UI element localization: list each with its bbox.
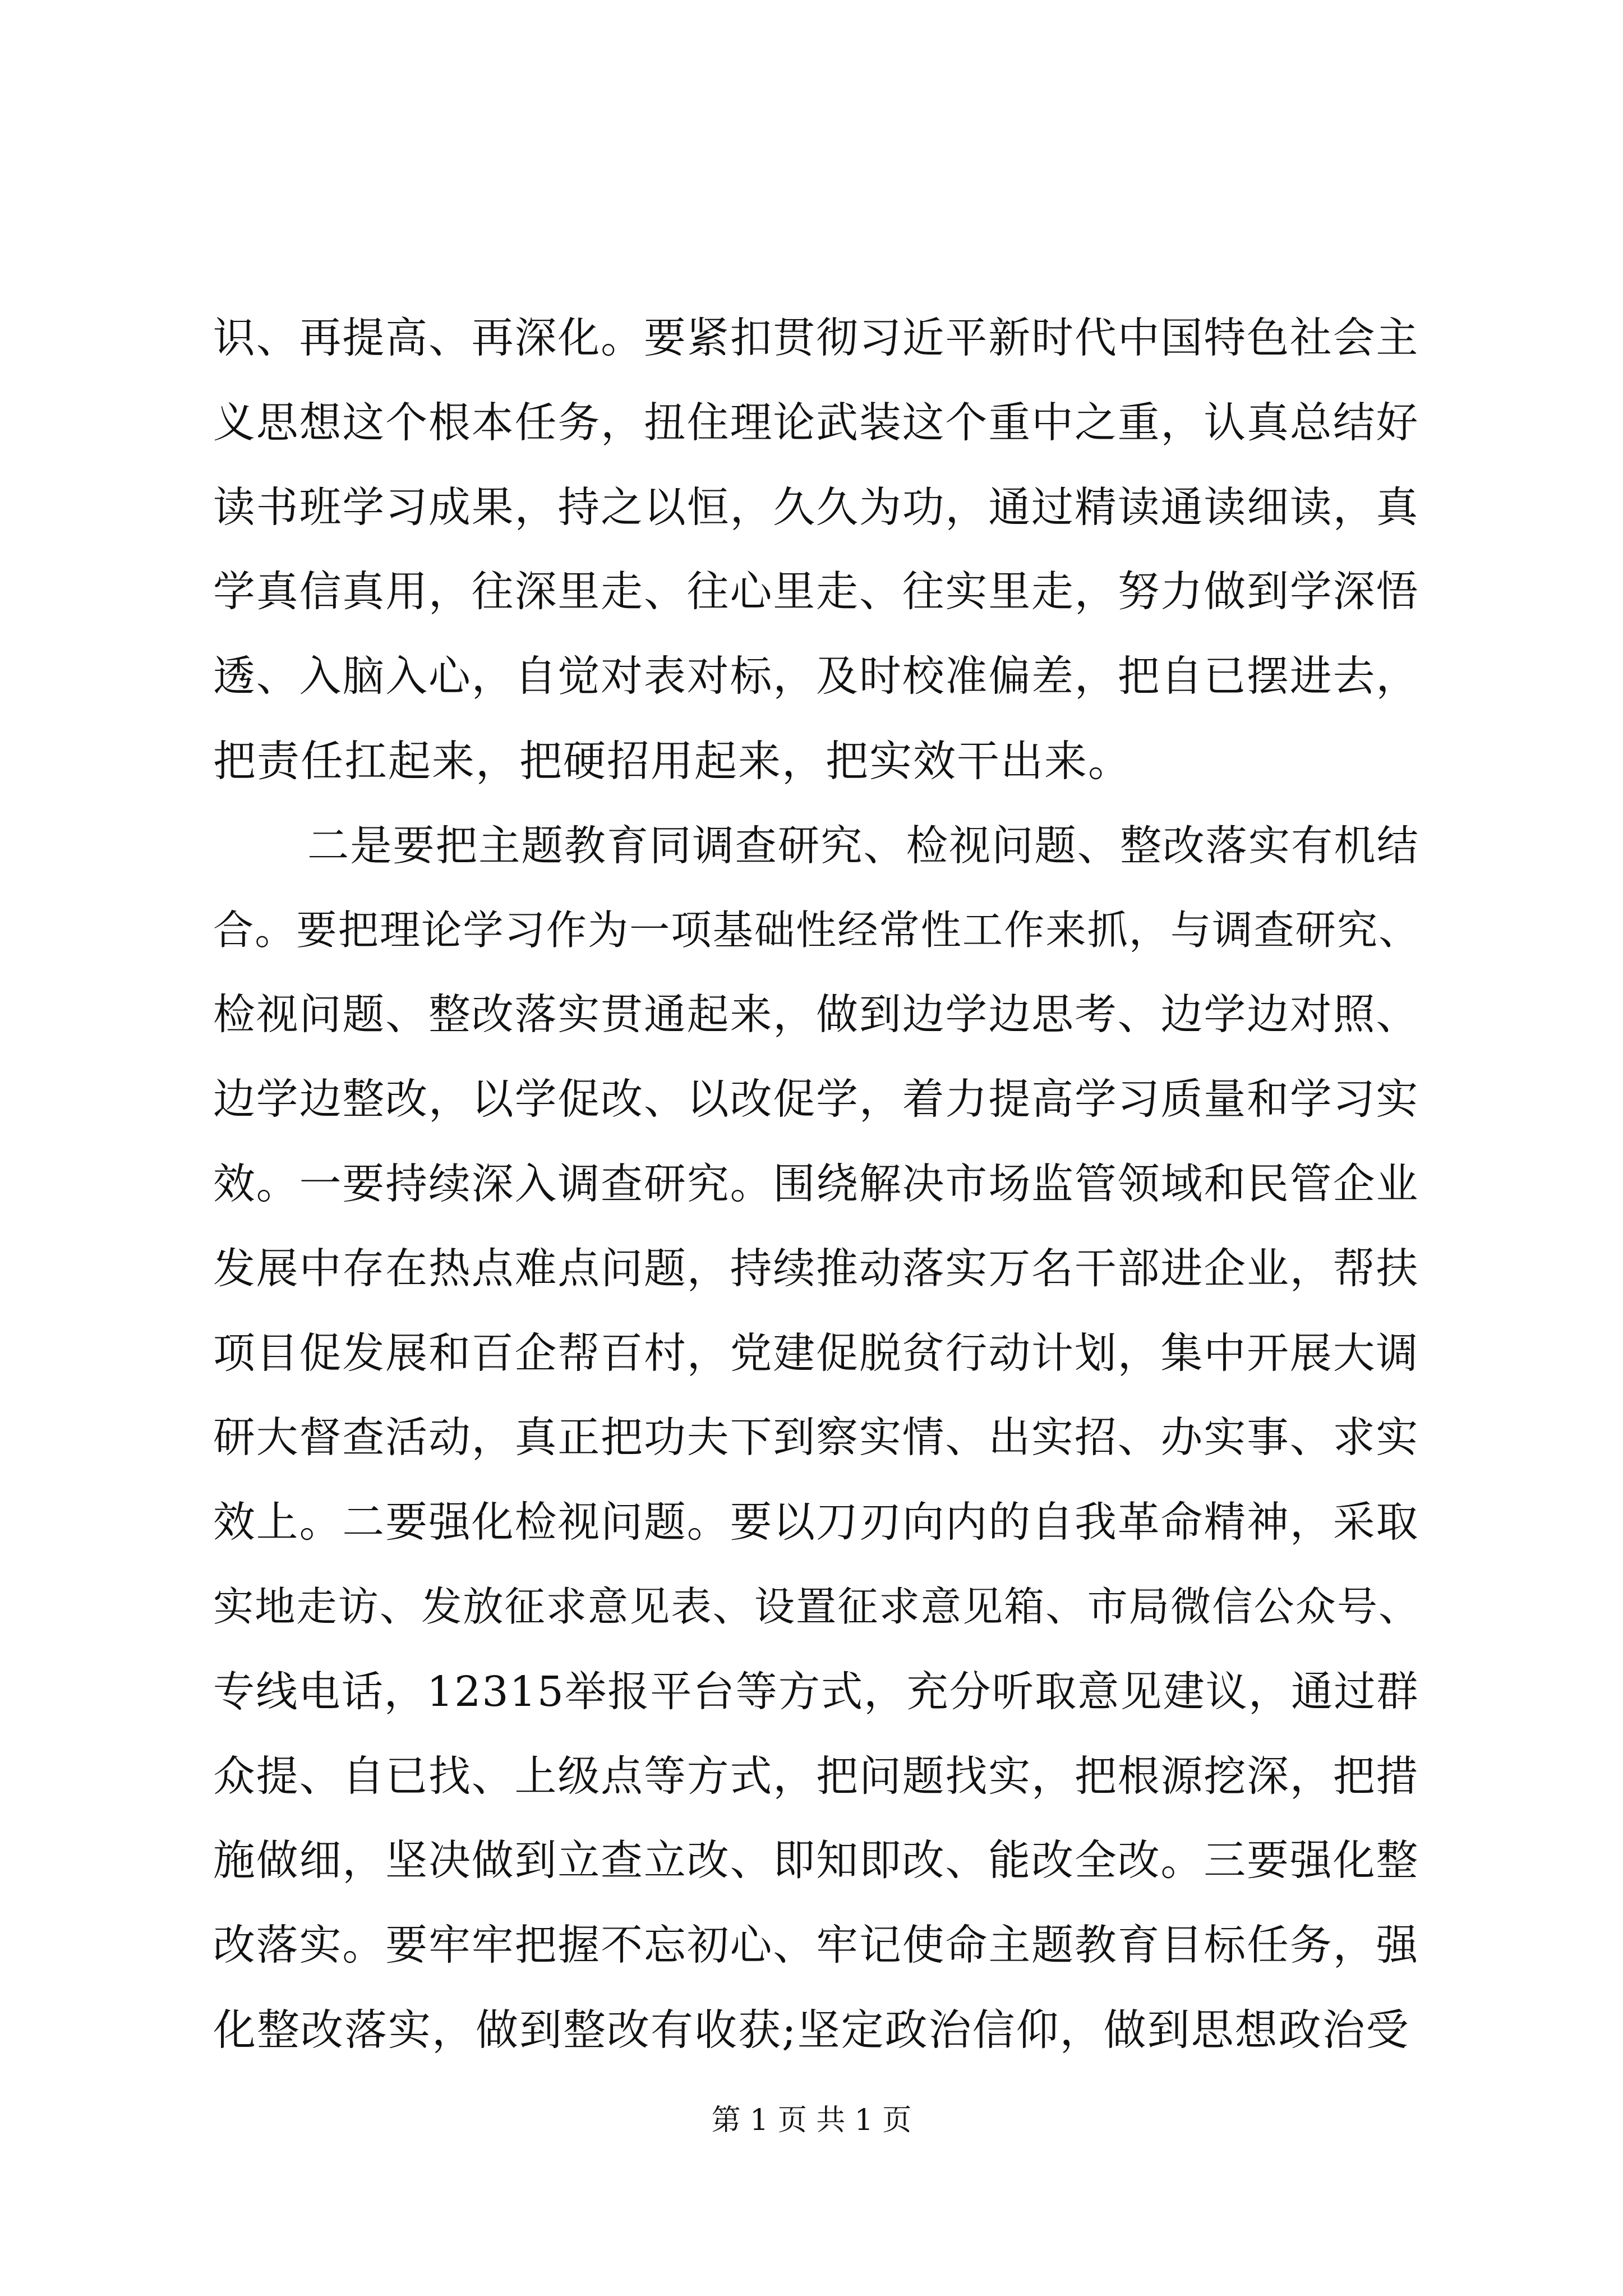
- text-line: 学真信真用，往深里走、往心里走、往实里走，努力做到学深悟: [213, 567, 1419, 616]
- text-line: 发展中存在热点难点问题，持续推动落实万名干部进企业，帮扶: [213, 1244, 1419, 1293]
- text-line: 把责任扛起来，把硬招用起来，把实效干出来。: [213, 736, 1132, 786]
- text-line: 研大督查活动，真正把功夫下到察实情、出实招、办实事、求实: [213, 1413, 1419, 1462]
- text-line: 改落实。要牢牢把握不忘初心、牢记使命主题教育目标任务，强: [213, 1921, 1419, 1970]
- text-line: 透、入脑入心，自觉对表对标，及时校准偏差，把自已摆进去，: [213, 652, 1419, 701]
- text-line: 化整改落实，做到整改有收获;坚定政治信仰，做到思想政治受: [213, 2005, 1410, 2055]
- text-line: 合。要把理论学习作为一项基础性经常性工作来抓，与调查研究、: [213, 907, 1421, 954]
- text-line: 效。一要持续深入调查研究。围绕解决市场监管领域和民管企业: [213, 1159, 1419, 1208]
- text-line: 读书班学习成果，持之以恒，久久为功，通过精读通读细读，真: [213, 483, 1419, 532]
- text-line: 效上。二要强化检视问题。要以刀刃向内的自我革命精神，采取: [213, 1498, 1419, 1547]
- text-line: 边学边整改，以学促改、以改促学，着力提高学习质量和学习实: [213, 1075, 1419, 1124]
- text-line: 项目促发展和百企帮百村，党建促脱贫行动计划，集中开展大调: [213, 1329, 1419, 1378]
- text-line: 施做细，坚决做到立查立改、即知即改、能改全改。三要强化整: [213, 1836, 1419, 1885]
- page-footer: 第 1 页 共 1 页: [711, 2104, 912, 2137]
- text-line: 众提、自已找、上级点等方式，把问题找实，把根源挖深，把措: [213, 1752, 1419, 1801]
- text-line: 实地走访、发放征求意见表、设置征求意见箱、市局微信公众号、: [213, 1584, 1421, 1631]
- paragraph-first-line: 二是要把主题教育同调查研究、检视问题、整改落实有机结: [307, 821, 1419, 870]
- text-line: 检视问题、整改落实贯通起来，做到边学边思考、边学边对照、: [213, 990, 1419, 1039]
- text-line: 专线电话，12315举报平台等方式，充分听取意见建议，通过群: [213, 1668, 1419, 1716]
- text-line: 义思想这个根本任务，扭住理论武装这个重中之重，认真总结好: [213, 398, 1419, 447]
- text-line: 识、再提高、再深化。要紧扣贯彻习近平新时代中国特色社会主: [213, 314, 1419, 362]
